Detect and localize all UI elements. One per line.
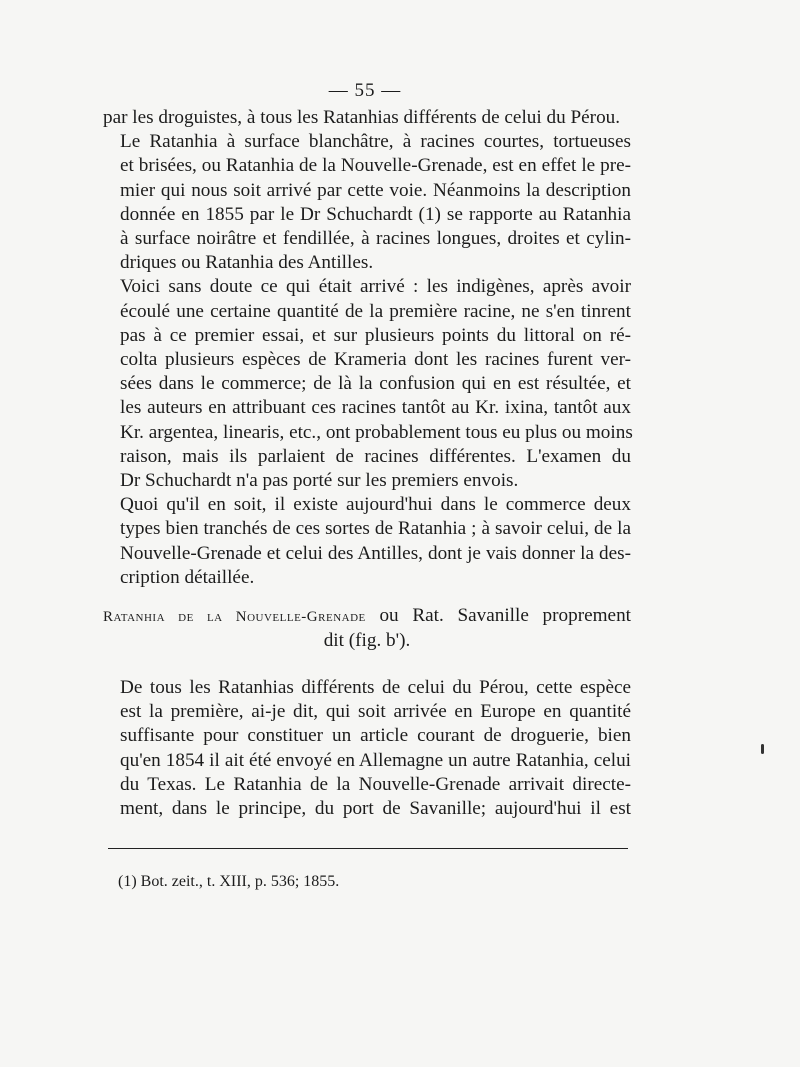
text-line: du Texas. Le Ratanhia de la Nouvelle-Grenade arrivait directe- (120, 773, 631, 795)
paragraph-continuation (103, 106, 631, 130)
body-text-lower (103, 676, 631, 821)
body-text-upper (103, 106, 631, 667)
section-heading-line (103, 604, 631, 629)
text-line: les auteurs en attribuant ces racines tantôt au Kr. ixina, tantôt aux (120, 397, 631, 419)
section-heading-line2: dit (fig. b'). (323, 630, 411, 652)
paragraph-white-ratanhia (103, 130, 631, 275)
text-line: Nouvelle-Grenade et celui des Antilles, dont je vais donner la des- (120, 542, 631, 564)
text-line: sées dans le commerce; de là la confusion qui en est résultée, et (120, 373, 631, 395)
text-line: par les droguistes, à tous les Ratanhias différents de celui du Pérou. (103, 107, 621, 128)
text-line: Quoi qu'il en soit, il existe aujourd'hui dans le commerce deux (120, 494, 631, 516)
section-heading-smallcaps: Ratanhia de la Nouvelle-Grenade (103, 609, 366, 626)
text-line: driques ou Ratanhia des Antilles. (120, 252, 374, 274)
ink-speck (761, 744, 764, 754)
section-heading (103, 604, 631, 653)
section-heading-rest: ou Rat. Savanille proprement (365, 605, 631, 627)
text-line: donnée en 1855 par le Dr Schuchardt (1) se rapporte au Ratanhia (120, 203, 631, 225)
text-line: Le Ratanhia à surface blanchâtre, à racines courtes, tortueuses (120, 131, 631, 153)
text-line: suffisante pour constituer un article courant de droguerie, bien (120, 725, 631, 747)
paragraph-two-types (103, 493, 631, 590)
text-line: et brisées, ou Ratanhia de la Nouvelle-Grenade, est en effet le pre- (120, 155, 631, 177)
text-line: Kr. argentea, linearis, etc., ont probablement tous eu plus ou moins (120, 421, 633, 443)
text-line: Voici sans doute ce qui était arrivé : les indigènes, après avoir (120, 276, 631, 298)
text-line: colta plusieurs espèces de Krameria dont les racines furent ver- (120, 349, 631, 371)
text-line: mier qui nous soit arrivé par cette voie. Néanmoins la description (120, 179, 631, 201)
paragraph-savanille (103, 676, 631, 821)
text-line: ment, dans le principe, du port de Savanille; aujourd'hui il est (120, 798, 631, 820)
text-line: est la première, ai-je dit, qui soit arrivée en Europe en quantité (120, 701, 631, 723)
text-line: pas à ce premier essai, et sur plusieurs points du littoral on ré- (120, 324, 631, 346)
text-line: Dr Schuchardt n'a pas porté sur les premiers envois. (120, 470, 519, 492)
footnote-divider (108, 848, 628, 849)
text-line: types bien tranchés de ces sortes de Ratanhia ; à savoir celui, de la (120, 518, 631, 540)
footnote: (1) Bot. zeit., t. XIII, p. 536; 1855. (118, 873, 340, 890)
text-line: à surface noirâtre et fendillée, à racines longues, droites et cylin- (120, 228, 631, 250)
text-line: écoulé une certaine quantité de la première racine, ne s'en tinrent (120, 300, 631, 322)
page-number: — 55 — (328, 80, 402, 101)
paragraph-confusion (103, 275, 631, 493)
text-line: raison, mais ils parlaient de racines différentes. L'examen du (120, 445, 631, 467)
text-line: De tous les Ratanhias différents de celui du Pérou, cette espèce (120, 677, 631, 698)
text-line: cription détaillée. (120, 566, 255, 588)
text-line: qu'en 1854 il ait été envoyé en Allemagne un autre Ratanhia, celui (120, 749, 631, 771)
